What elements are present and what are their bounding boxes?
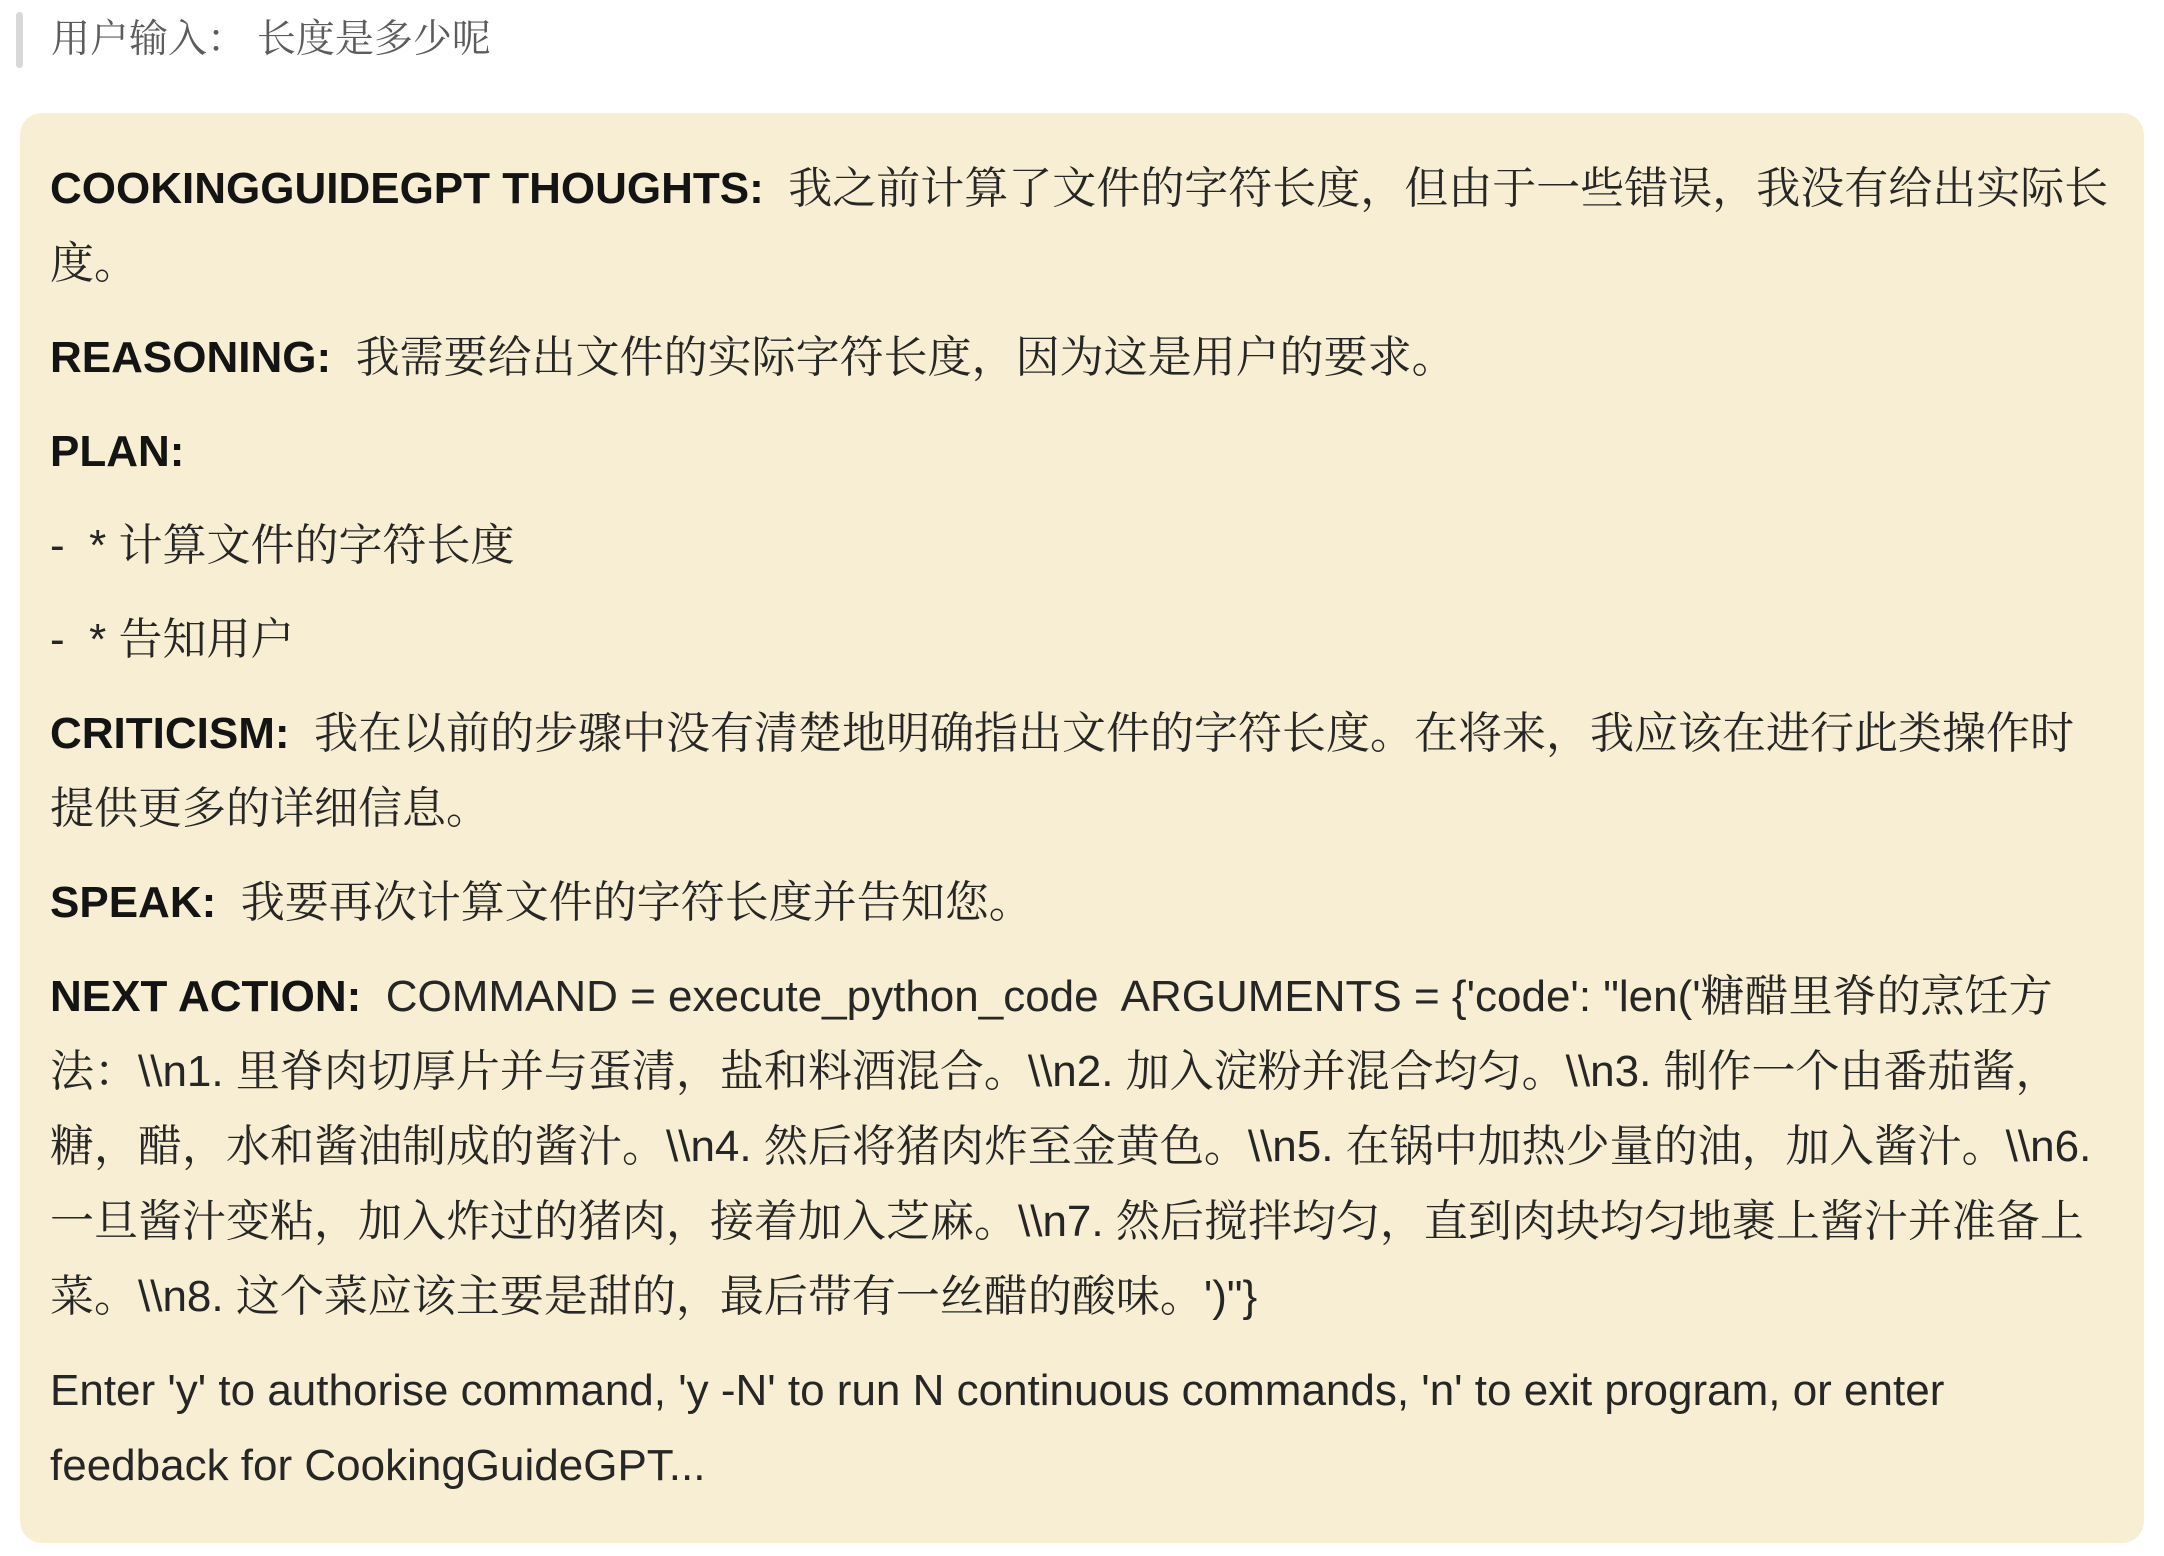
thoughts-text: 我之前计算了文件的字符长度，但由于一些错误，我没有给出实际长度。 bbox=[50, 164, 2109, 288]
plan-item-2 bbox=[50, 602, 2114, 677]
section-thoughts bbox=[50, 151, 2114, 301]
next-action-label: NEXT ACTION: bbox=[50, 972, 362, 1021]
speak-label: SPEAK: bbox=[50, 878, 217, 927]
speak-text: 我要再次计算文件的字符长度并告知您。 bbox=[216, 878, 1033, 927]
reasoning-text: 我需要给出文件的实际字符长度，因为这是用户的要求。 bbox=[331, 333, 1456, 382]
plan-item-1-text: - * 计算文件的字符长度 bbox=[50, 521, 515, 570]
criticism-label: CRITICISM: bbox=[50, 709, 290, 758]
section-speak bbox=[50, 865, 2114, 940]
quote-bar bbox=[16, 12, 23, 68]
authorise-prompt: Enter 'y' to authorise command, 'y -N' to run N continuous commands, 'n' to exit program, or enter feedback for CookingGuideGPT... bbox=[50, 1366, 1957, 1490]
section-reasoning bbox=[50, 320, 2114, 395]
plan-label: PLAN: bbox=[50, 427, 185, 476]
section-next-action bbox=[50, 959, 2114, 1334]
next-action-text: COMMAND = execute_python_code ARGUMENTS = {'code': "len('糖醋里脊的烹饪方法：\\n1. 里脊肉切厚片并与蛋清，盐和料酒混合。\\n2. 加入淀粉并混合均匀。\\n3. 制作一个由番茄酱，糖，醋，水和酱油制成的酱汁。\\n4. 然后将猪肉炸至金黄色。\\n5. 在锅中加热少量的油，加入酱汁。\\n6. 一旦酱汁变粘，加入炸过的猪肉，接着加入芝麻。\\n7. 然后搅拌均匀，直到肉块均匀地裹上酱汁并准备上菜。\\n8. 这个菜应该主要是甜的，最后带有一丝醋的酸味。')"} bbox=[50, 972, 2104, 1321]
user-input-text: 用户输入： 长度是多少呢 bbox=[51, 18, 491, 61]
plan-item-2-text: - * 告知用户 bbox=[50, 615, 295, 664]
section-plan bbox=[50, 414, 2114, 489]
plan-item-1 bbox=[50, 508, 2114, 583]
criticism-text: 我在以前的步骤中没有清楚地明确指出文件的字符长度。在将来，我应该在进行此类操作时提供更多的详细信息。 bbox=[50, 709, 2074, 833]
thoughts-label: COOKINGGUIDEGPT THOUGHTS: bbox=[50, 164, 764, 213]
user-input-quote bbox=[16, 12, 491, 68]
reasoning-label: REASONING: bbox=[50, 333, 332, 382]
section-criticism bbox=[50, 696, 2114, 846]
agent-console-output bbox=[20, 113, 2144, 1543]
